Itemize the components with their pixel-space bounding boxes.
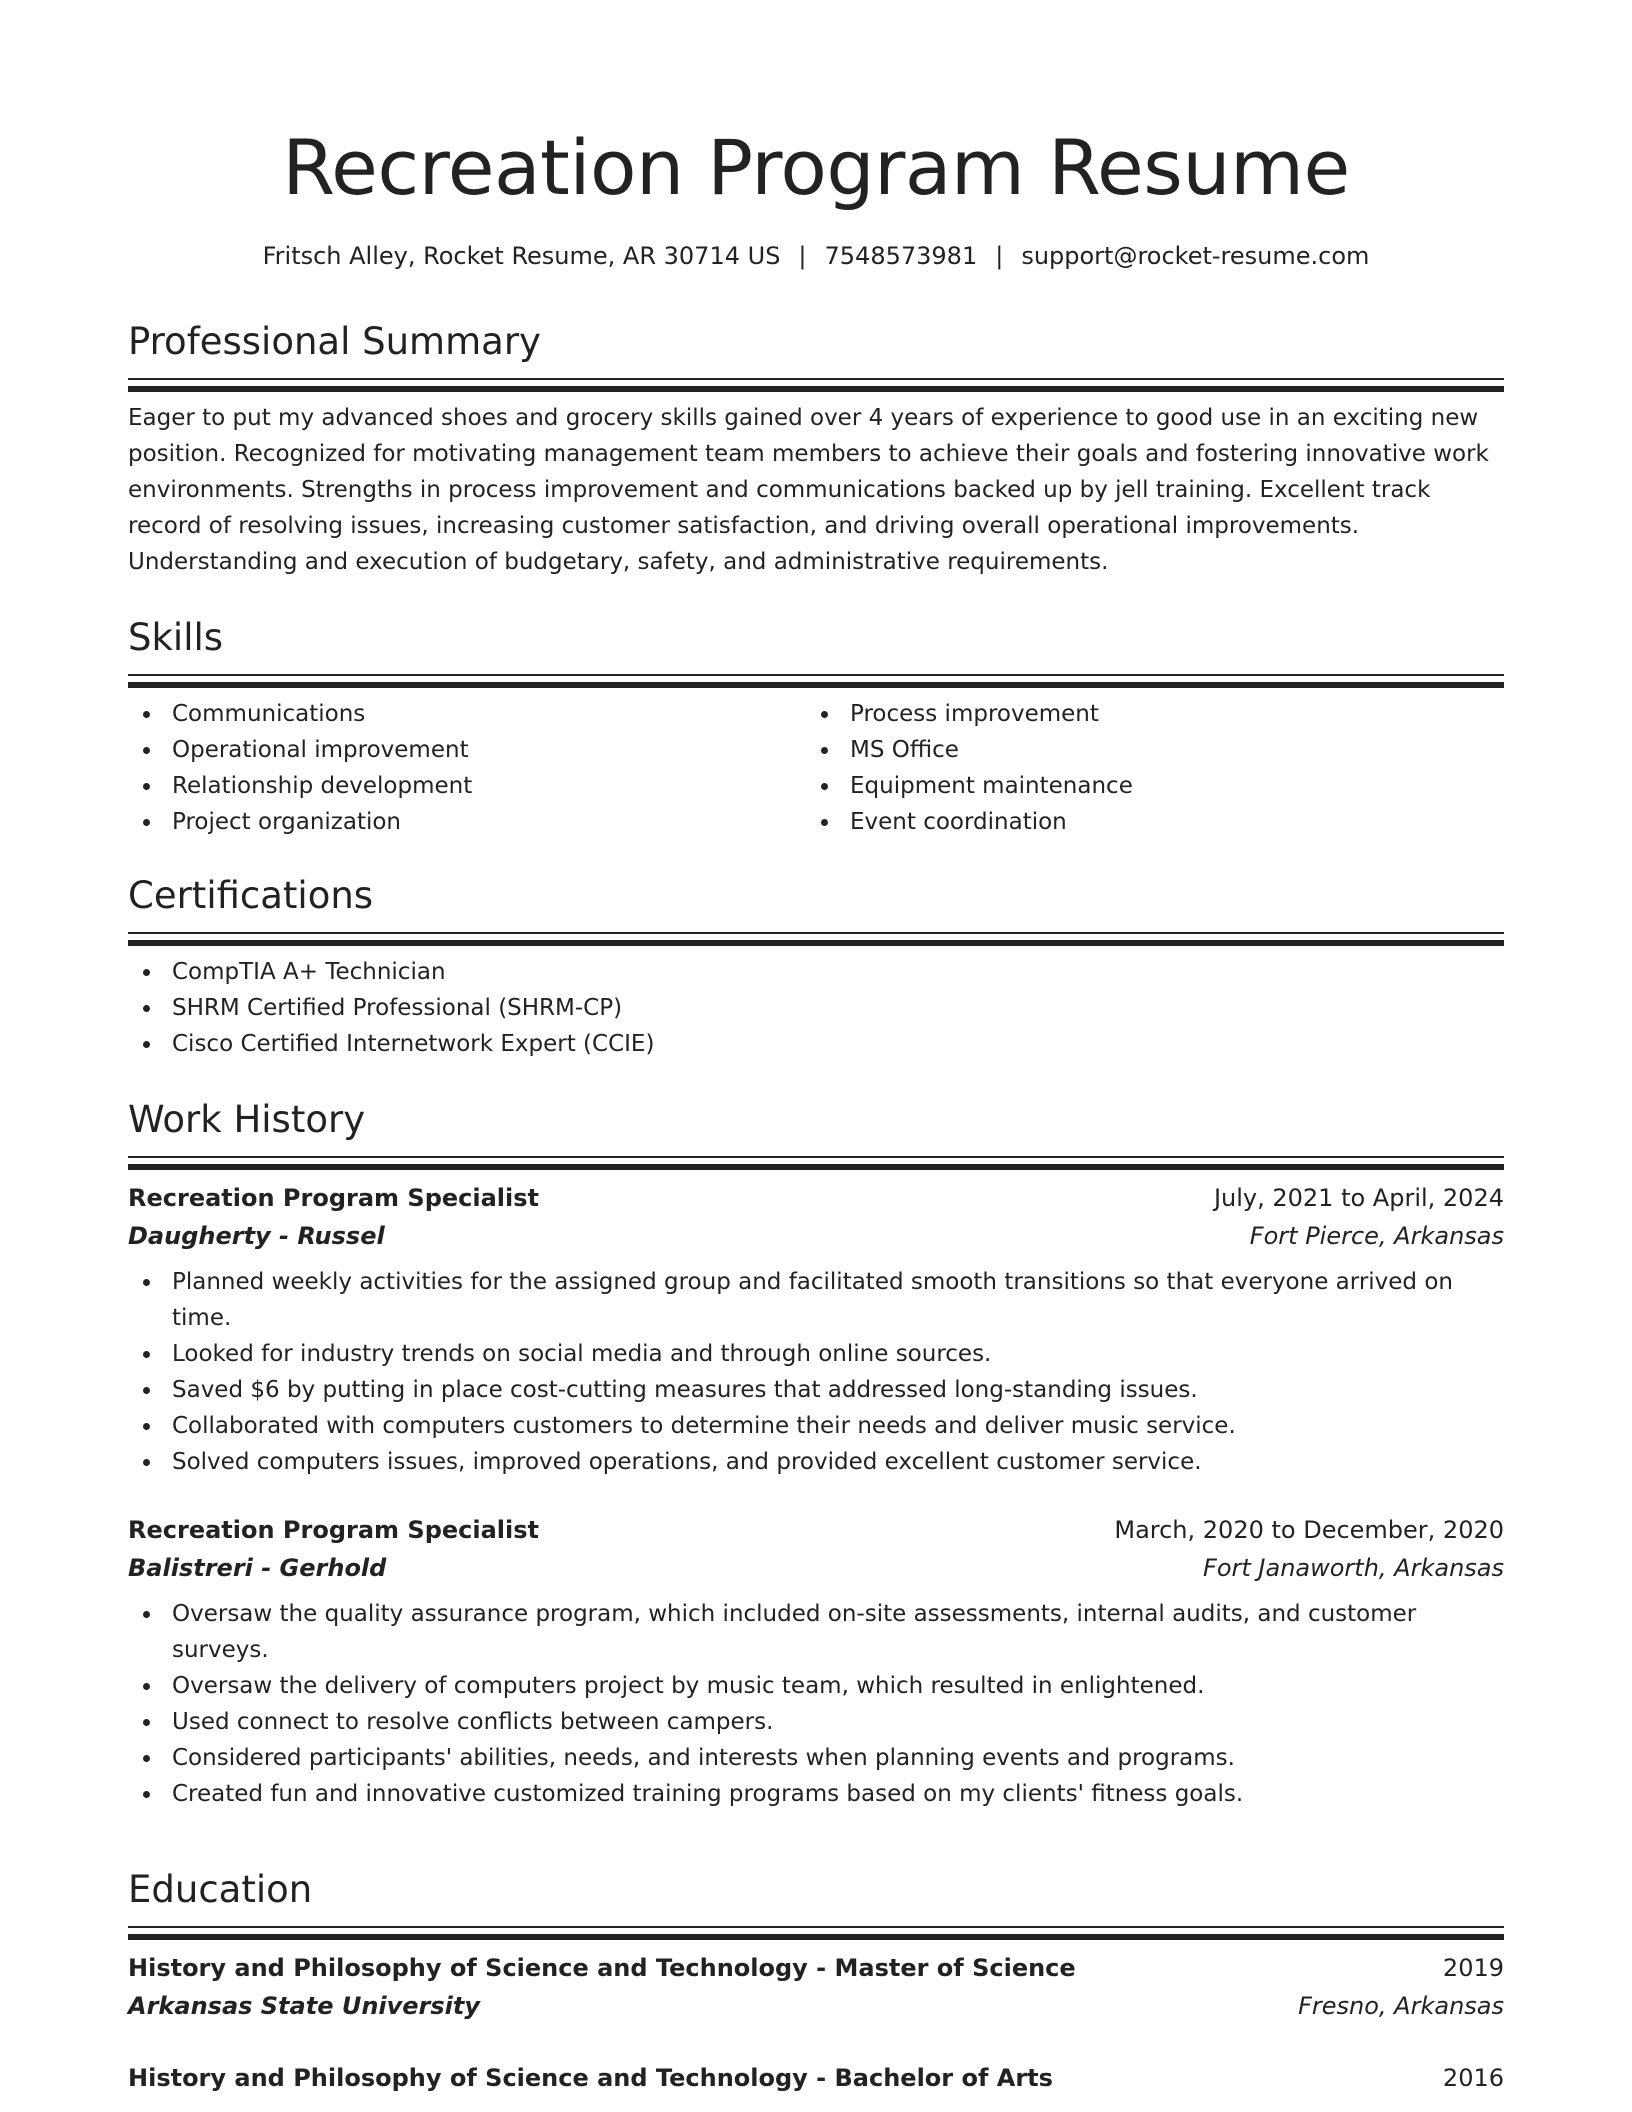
summary-heading: Professional Summary [128, 320, 541, 363]
certification-item: Cisco Certified Internetwork Expert (CCIE) [128, 1026, 1504, 1062]
contact-phone: 7548573981 [824, 242, 978, 270]
certifications-list [128, 954, 1504, 1062]
resume-page [128, 0, 1504, 2112]
education-degree: History and Philosophy of Science and Technology - Master of Science [128, 1954, 1076, 1982]
section-divider [128, 1156, 1504, 1164]
job-bullet: Planned weekly activities for the assigned group and facilitated smooth transitions so that everyone arrived on time. [128, 1264, 1504, 1336]
education-location: Fresno, Arkansas [1298, 1992, 1504, 2020]
job-bullet: Looked for industry trends on social media and through online sources. [128, 1336, 1504, 1372]
education-heading: Education [128, 1868, 313, 1911]
job-header [128, 1512, 1504, 1590]
skills-list-left [128, 696, 806, 840]
skill-item: MS Office [806, 732, 1484, 768]
summary-text: Eager to put my advanced shoes and grocery skills gained over 4 years of experience to good use in an exciting new position. Recognized for motivating management team members to achieve their goals and fostering innovative work environments. Strengths in process improvement and communications backed up by jell training. Excellent track record of resolving issues, increasing customer satisfaction, and driving overall operational improvements. Understanding and execution of budgetary, safety, and administrative requirements. [128, 405, 1489, 575]
job-entry [128, 1180, 1504, 1480]
section-divider [128, 932, 1504, 940]
education-year: 2016 [1442, 2064, 1504, 2092]
job-company: Balistreri - Gerhold [128, 1554, 387, 1582]
job-bullet: Solved computers issues, improved operations, and provided excellent customer service. [128, 1444, 1504, 1480]
skill-item: Communications [128, 696, 806, 732]
section-divider [128, 378, 1504, 386]
job-company: Daugherty - Russel [128, 1222, 385, 1250]
job-bullet: Collaborated with computers customers to determine their needs and deliver music service. [128, 1408, 1504, 1444]
job-bullet: Oversaw the quality assurance program, which included on-site assessments, internal audits, and customer surveys. [128, 1596, 1504, 1668]
contact-line [128, 238, 1504, 274]
job-dates: March, 2020 to December, 2020 [1114, 1516, 1504, 1544]
job-bullet: Saved $6 by putting in place cost-cutting measures that addressed long-standing issues. [128, 1372, 1504, 1408]
skill-item: Operational improvement [128, 732, 806, 768]
skills-list-right [806, 696, 1484, 840]
job-title: Recreation Program Specialist [128, 1516, 540, 1544]
skills-heading: Skills [128, 616, 224, 659]
job-bullet: Oversaw the delivery of computers project by music team, which resulted in enlightened. [128, 1668, 1504, 1704]
job-title: Recreation Program Specialist [128, 1184, 540, 1212]
work-history-section [128, 1096, 1504, 1812]
education-entry [128, 2060, 1504, 2100]
job-bullet: Used connect to resolve conflicts between campers. [128, 1704, 1504, 1740]
skills-grid [128, 696, 1504, 840]
job-location: Fort Pierce, Arkansas [1249, 1222, 1504, 1250]
education-degree: History and Philosophy of Science and Technology - Bachelor of Arts [128, 2064, 1053, 2092]
contact-separator: | [798, 242, 807, 270]
certification-item: CompTIA A+ Technician [128, 954, 1504, 990]
skill-item: Project organization [128, 804, 806, 840]
skills-section [128, 614, 1504, 840]
job-bullet: Considered participants' abilities, needs, and interests when planning events and programs. [128, 1740, 1504, 1776]
skill-item: Equipment maintenance [806, 768, 1484, 804]
job-header [128, 1180, 1504, 1258]
certifications-section [128, 872, 1504, 1062]
contact-separator: | [995, 242, 1004, 270]
section-divider [128, 674, 1504, 682]
certification-item: SHRM Certified Professional (SHRM-CP) [128, 990, 1504, 1026]
contact-email: support@rocket-resume.com [1021, 242, 1370, 270]
section-divider [128, 1926, 1504, 1934]
resume-title: Recreation Program Resume [282, 123, 1350, 212]
job-dates: July, 2021 to April, 2024 [1213, 1184, 1504, 1212]
skill-item: Event coordination [806, 804, 1484, 840]
education-entry [128, 1950, 1504, 2028]
certifications-heading: Certifications [128, 874, 374, 917]
education-year: 2019 [1442, 1954, 1504, 1982]
job-entry [128, 1512, 1504, 1812]
job-bullet: Created fun and innovative customized training programs based on my clients' fitness goals. [128, 1776, 1504, 1812]
job-bullets [128, 1264, 1504, 1480]
education-section [128, 1866, 1504, 2100]
work-history-heading: Work History [128, 1098, 366, 1141]
skill-item: Relationship development [128, 768, 806, 804]
summary-section [128, 318, 1504, 580]
education-school: Arkansas State University [128, 1992, 481, 2020]
job-location: Fort Janaworth, Arkansas [1203, 1554, 1504, 1582]
job-bullets [128, 1596, 1504, 1812]
skill-item: Process improvement [806, 696, 1484, 732]
contact-address: Fritsch Alley, Rocket Resume, AR 30714 US [262, 242, 781, 270]
